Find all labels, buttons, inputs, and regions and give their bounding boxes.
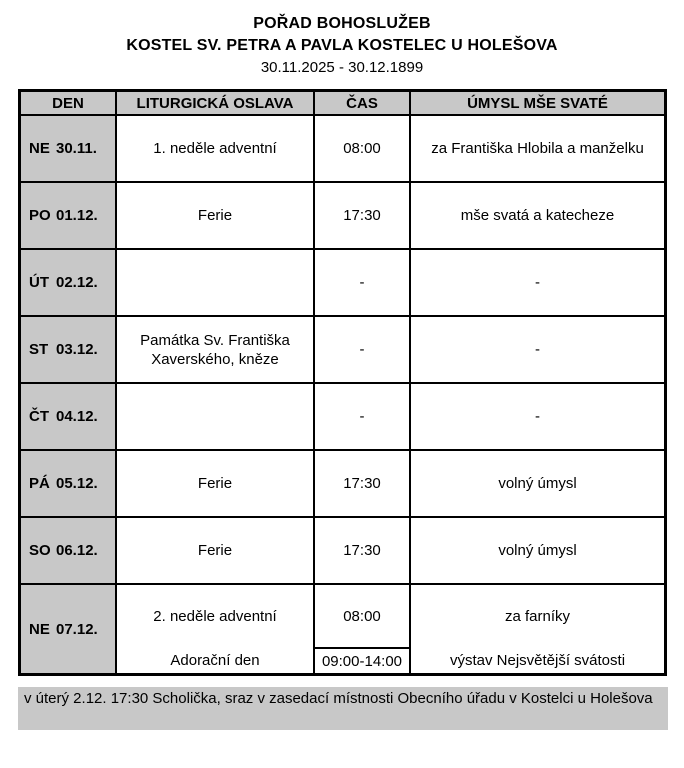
day-date: 07.12. — [56, 620, 98, 638]
day-cell — [21, 384, 117, 451]
column-header-liturgicka-oslava: LITURGICKÁ OSLAVA — [117, 92, 315, 116]
day-cell — [21, 116, 117, 183]
day-cell — [21, 317, 117, 384]
day-date: 30.11. — [56, 140, 97, 157]
celebration-cell — [117, 384, 315, 451]
time-cell: 08:00 — [315, 116, 411, 183]
day-date: 02.12. — [56, 274, 98, 291]
intention-cell: - — [411, 384, 664, 451]
day-cell — [21, 518, 117, 585]
column-header-den: DEN — [21, 92, 117, 116]
time-cell: 17:30 — [315, 183, 411, 250]
document-header — [0, 0, 684, 79]
day-abbr: NE — [29, 620, 50, 638]
day-date: 04.12. — [56, 408, 98, 425]
intention-cell: - — [411, 317, 664, 384]
day-abbr: SO — [29, 542, 51, 559]
time-cell: - — [315, 384, 411, 451]
celebration-cell: Ferie — [117, 451, 315, 518]
celebration-cell — [117, 250, 315, 317]
table-row-ct-04-12 — [21, 384, 664, 451]
day-date: 03.12. — [56, 341, 98, 358]
intention-main: za farníky — [504, 607, 571, 625]
day-abbr: PO — [29, 207, 51, 224]
day-abbr: ST — [29, 341, 49, 358]
time-cell: - — [315, 250, 411, 317]
day-abbr: PÁ — [29, 475, 50, 492]
intention-cell — [411, 585, 664, 673]
table-row-ne-30-11 — [21, 116, 664, 183]
page-title: POŘAD BOHOSLUŽEB — [253, 15, 431, 32]
table-row-st-03-12 — [21, 317, 664, 384]
time-cell: 17:30 — [315, 518, 411, 585]
time-secondary: 09:00-14:00 — [315, 647, 409, 673]
celebration-cell: Ferie — [117, 183, 315, 250]
day-abbr: NE — [29, 140, 50, 157]
table-row-po-01-12 — [21, 183, 664, 250]
table-row-ne-07-12 — [21, 585, 664, 673]
day-cell — [21, 585, 117, 673]
celebration-cell: Ferie — [117, 518, 315, 585]
celebration-cell: 1. neděle adventní — [117, 116, 315, 183]
intention-cell: mše svatá a katecheze — [411, 183, 664, 250]
table-row-ut-02-12 — [21, 250, 664, 317]
table-row-pa-05-12 — [21, 451, 664, 518]
time-cell — [315, 585, 411, 673]
day-cell — [21, 451, 117, 518]
celebration-cell: Památka Sv. Františka Xaverského, kněze — [117, 317, 315, 384]
church-name: KOSTEL SV. PETRA A PAVLA KOSTELEC U HOLEŠOVA — [126, 37, 558, 54]
day-abbr: ČT — [29, 408, 49, 425]
celebration-cell — [117, 585, 315, 673]
table-row-so-06-12 — [21, 518, 664, 585]
schedule-table — [18, 89, 667, 676]
intention-secondary: výstav Nejsvětější svátosti — [449, 651, 626, 669]
celebration-secondary: Adorační den — [170, 651, 260, 669]
table-header-row — [21, 92, 664, 116]
celebration-main: 2. neděle adventní — [153, 607, 277, 625]
time-cell: 17:30 — [315, 451, 411, 518]
intention-cell: volný úmysl — [411, 518, 664, 585]
time-main: 08:00 — [343, 607, 381, 625]
column-header-cas: ČAS — [315, 92, 411, 116]
day-abbr: ÚT — [29, 274, 49, 291]
time-cell: - — [315, 317, 411, 384]
day-date: 05.12. — [56, 475, 98, 492]
day-date: 06.12. — [56, 542, 98, 559]
intention-cell: za Františka Hlobila a manželku — [411, 116, 664, 183]
footer-note: v úterý 2.12. 17:30 Scholička, sraz v zasedací místnosti Obecního úřadu v Kostelci u Holešova — [18, 687, 668, 730]
intention-cell: volný úmysl — [411, 451, 664, 518]
day-cell — [21, 183, 117, 250]
day-date: 01.12. — [56, 207, 98, 224]
intention-cell: - — [411, 250, 664, 317]
day-cell — [21, 250, 117, 317]
column-header-umysl: ÚMYSL MŠE SVATÉ — [411, 92, 664, 116]
date-range: 30.11.2025 - 30.12.1899 — [260, 59, 424, 76]
